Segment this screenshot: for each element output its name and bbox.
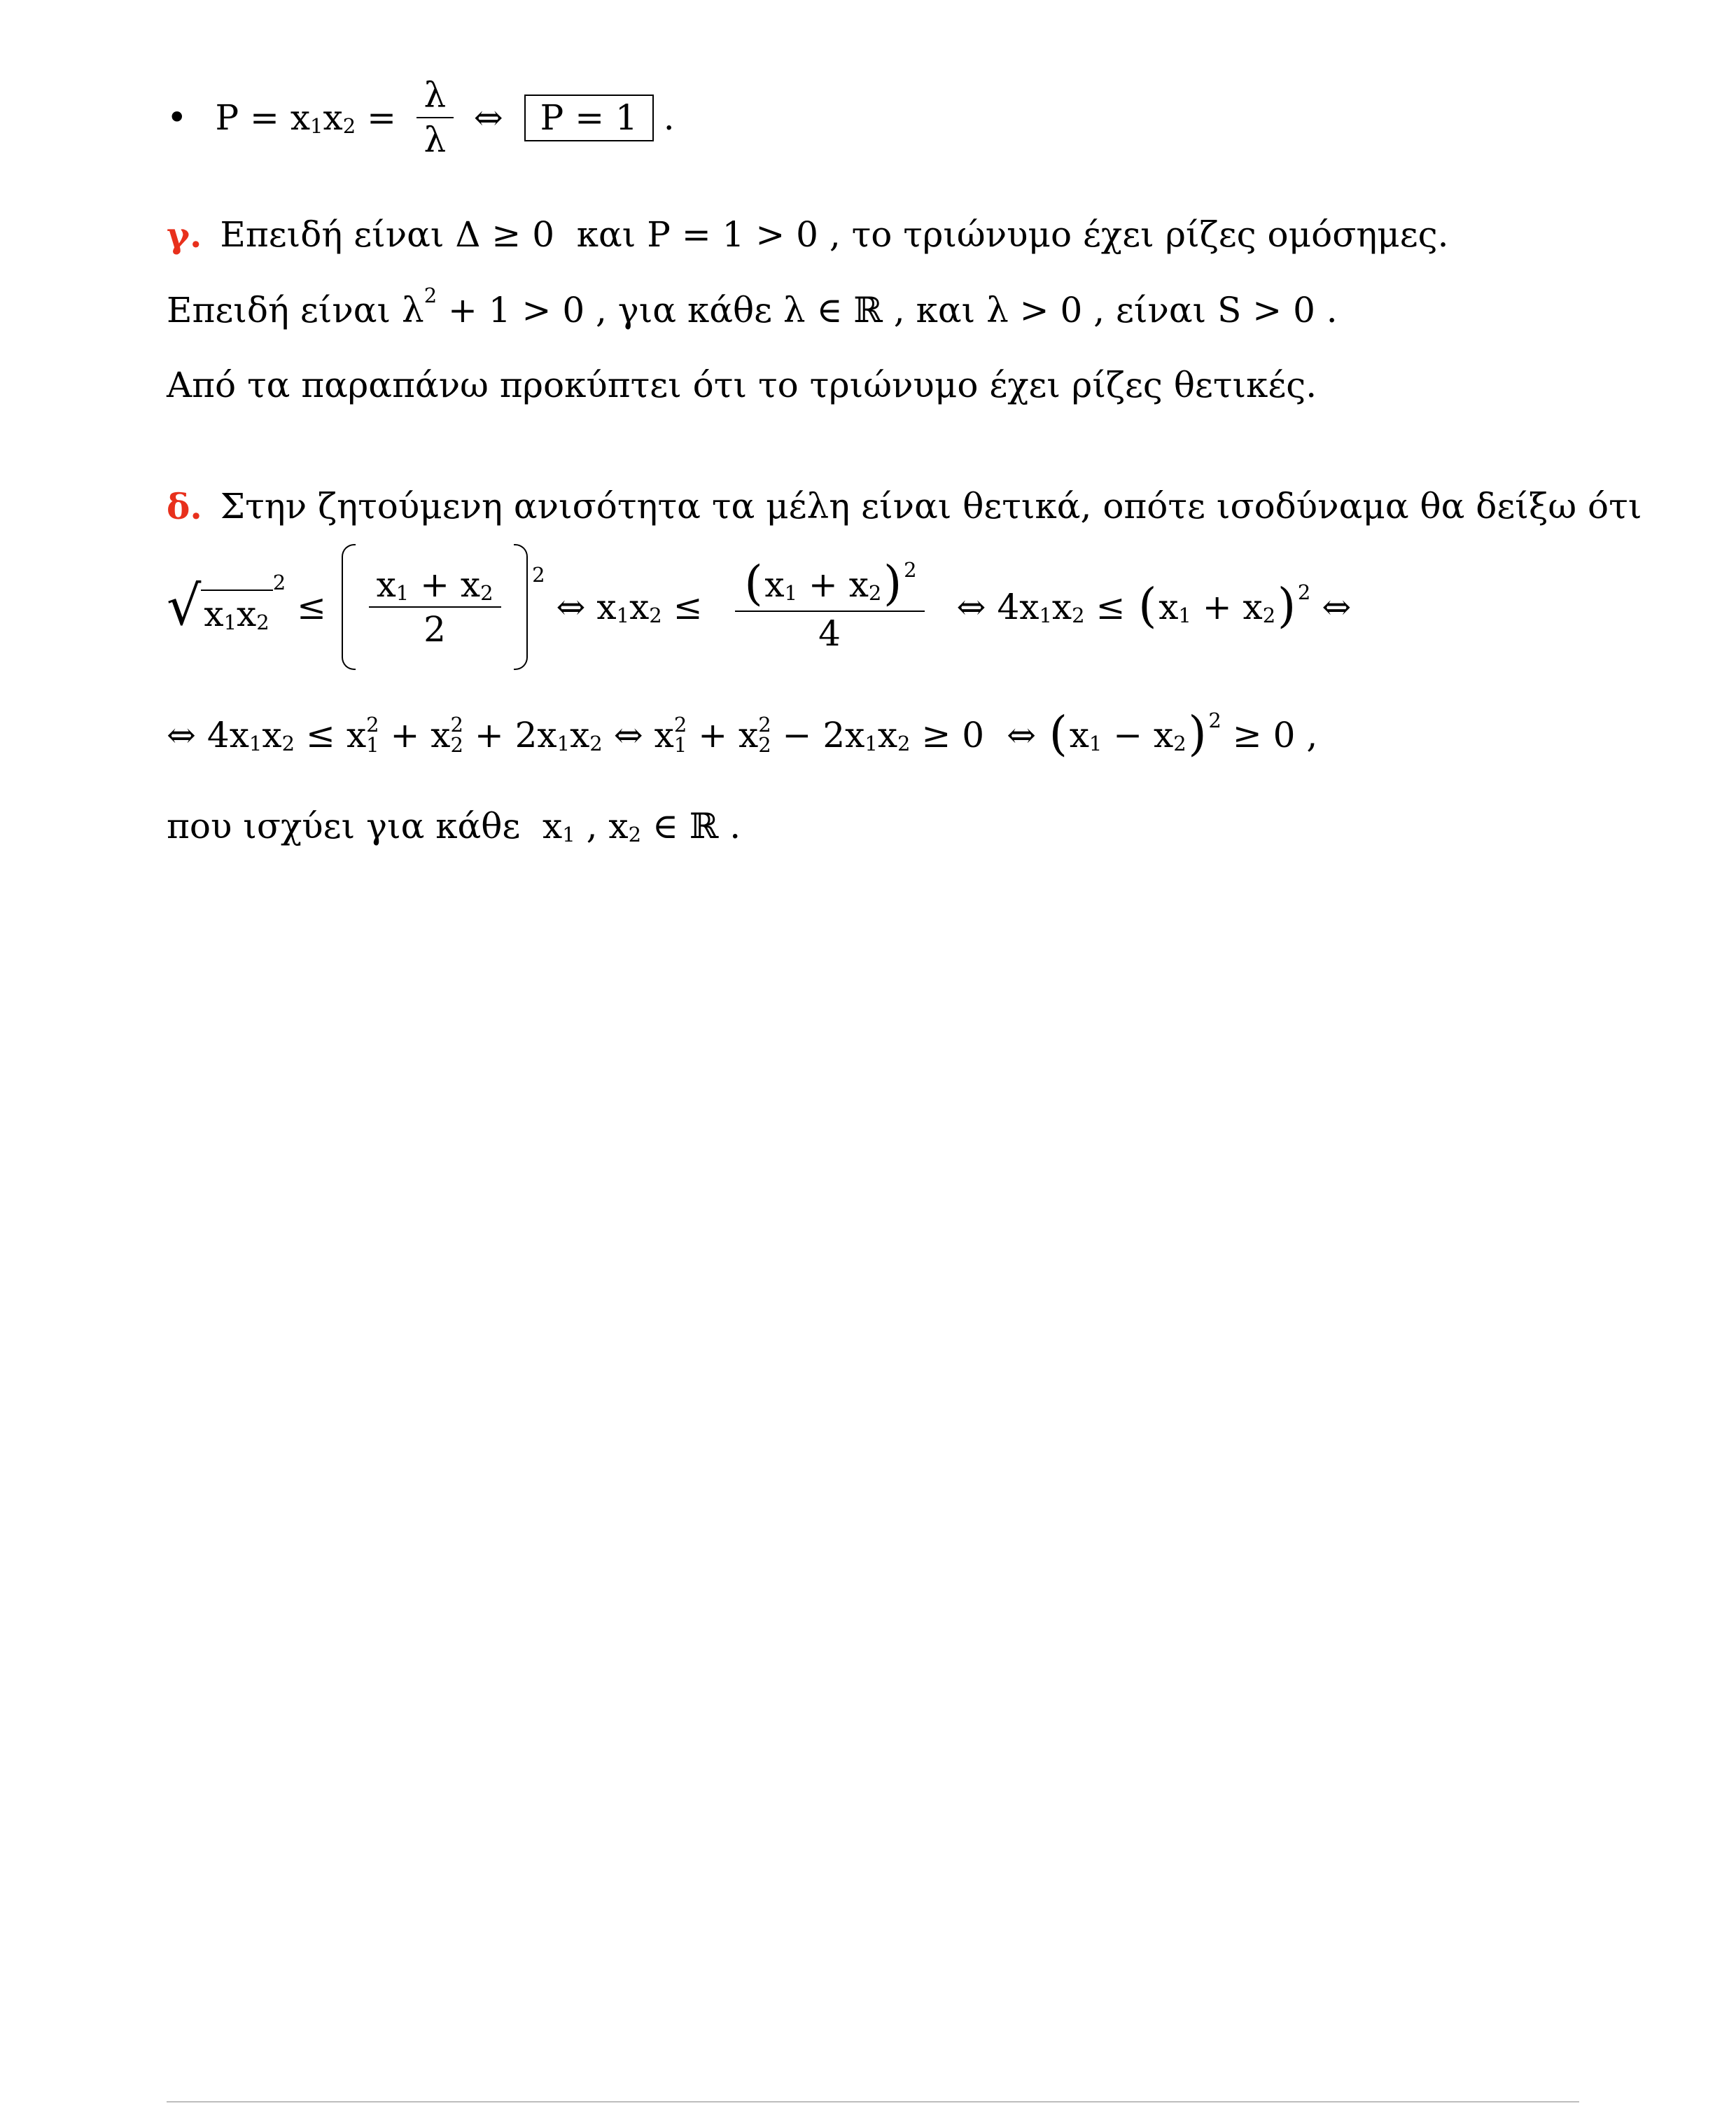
radical-sign: √ [167,575,202,639]
variable: x [1069,715,1089,755]
variable: 4x [997,587,1040,627]
fraction-lambda [416,76,454,160]
iff-symbol: ⇔ [167,715,196,755]
subscript: 1 [784,580,798,605]
section-label-delta: δ. [167,485,202,527]
superscript: 2 [366,713,379,737]
minus-term: − 2x [771,715,865,755]
subscript: 2 [649,604,662,628]
left-paren [342,544,356,670]
fraction-numerator: λ [416,76,454,118]
iff-symbol: ⇔ [1007,715,1036,755]
line2-text-b: + 1 > 0 , για κάθε λ ∈ ℝ , και λ > 0 , είναι S > 0 . [437,290,1338,330]
equation-line-2 [167,700,1329,770]
sup-sub-stack [366,715,379,755]
paragraph-last-line [167,798,741,854]
boxed-result: P = 1 [524,95,654,141]
superscript: 2 [424,284,438,308]
bullet-item-product [167,62,675,174]
variable: x [323,97,343,138]
variable: x [877,715,898,755]
bullet-point: • [167,97,188,138]
subscript: 2 [897,732,911,756]
gamma-text: Επειδή είναι Δ ≥ 0 και P = 1 > 0 , το τριώνυμο έχει ρίζες ομόσημες. [220,214,1449,255]
subscript: 2 [450,733,463,757]
geq-zero: ≥ 0 , [1232,715,1318,755]
iff-symbol: ⇔ [556,587,586,627]
subscript: 1 [310,114,323,139]
subscript: 1 [616,604,630,628]
fraction-denominator: 4 [818,613,841,654]
superscript: 2 [450,713,463,737]
plus-term: + x [797,564,869,605]
leq-symbol: ≤ [297,587,327,627]
paragraph-line-3 [167,361,1317,410]
last-line-text-a: που ισχύει για κάθε x [167,806,563,846]
superscript: 2 [1208,709,1222,733]
left-paren: ( [1049,705,1068,761]
fraction-denominator: λ [424,120,447,160]
superscript: 2 [758,713,771,737]
iff-symbol: ⇔ [956,587,986,627]
subscript: 1 [248,732,262,756]
subscript: 1 [396,580,410,605]
subscript: 1 [673,733,687,757]
period: . [663,97,675,138]
variable: x [204,593,224,634]
fraction-numerator [735,555,925,612]
plus-term: + x [687,715,759,755]
superscript: 2 [272,571,286,595]
superscript: 2 [1297,580,1311,605]
plus-term: + x [1191,587,1263,627]
radicand [201,590,272,634]
sup-sub-stack [674,715,687,755]
subscript: 2 [480,580,493,605]
subscript: 2 [1072,604,1085,628]
plus-term: + 2x [463,715,557,755]
leq-symbol: ≤ [306,715,335,755]
paragraph-line-2 [167,286,1338,335]
fraction-square-over-four [735,555,925,654]
subscript: 2 [342,114,356,139]
subscript: 2 [1173,732,1186,756]
subscript: 2 [256,610,270,634]
leq-symbol: ≤ [673,587,703,627]
variable: x [764,564,785,605]
subscript: 2 [589,732,603,756]
sup-sub-stack [758,715,771,755]
sup-sub-stack [450,715,463,755]
superscript: 2 [532,562,545,587]
subscript: 1 [562,823,575,847]
variable: x [262,715,282,755]
variable: x [629,587,650,627]
subscript: 1 [366,733,379,757]
minus-term: − x [1102,715,1174,755]
variable: x [654,715,674,755]
right-paren: ) [1277,577,1296,633]
product-lhs: P = x [215,97,311,138]
iff-symbol: ⇔ [473,97,503,138]
geq-zero: ≥ 0 [921,715,985,755]
variable: x [346,715,367,755]
variable: x [237,593,257,634]
equals-sign: = [367,97,397,138]
plus-term: + x [409,564,481,605]
right-paren: ) [1188,705,1207,761]
line2-text-a: Επειδή είναι λ [167,290,424,330]
subscript: 1 [223,610,237,634]
right-paren [514,544,528,670]
variable: x [1051,587,1072,627]
subscript: 1 [1178,604,1191,628]
superscript: 2 [904,557,917,582]
variable: x [596,587,617,627]
subscript: 1 [556,732,570,756]
equation-line-1 [167,541,1362,674]
fraction-denominator: 2 [424,609,446,650]
subscript: 2 [758,733,771,757]
right-paren: ) [883,555,902,611]
variable: x [1158,587,1179,627]
line3-text: Από τα παραπάνω προκύπτει ότι το τριώνυμο έχει ρίζες θετικές. [167,365,1317,405]
footer-divider [167,2101,1579,2102]
subscript: 2 [628,823,642,847]
variable: x [376,564,396,605]
paragraph-gamma [167,210,1449,259]
iff-symbol: ⇔ [1322,587,1352,627]
last-line-text-b: , x [575,806,629,846]
subscript: 1 [864,732,878,756]
superscript: 2 [673,713,687,737]
fraction-mean [369,565,501,649]
subscript: 2 [281,732,295,756]
variable: 4x [206,715,249,755]
subscript: 2 [868,580,882,605]
variable: x [570,715,590,755]
fraction-numerator [369,565,501,608]
paragraph-delta [167,482,1642,531]
subscript: 2 [1262,604,1276,628]
delta-text: Στην ζητούμενη ανισότητα τα μέλη είναι θετικά, οπότε ισοδύναμα θα δείξω ότι [220,486,1642,526]
subscript: 1 [1088,732,1102,756]
leq-symbol: ≤ [1096,587,1126,627]
iff-symbol: ⇔ [613,715,643,755]
left-paren: ( [1138,577,1157,633]
last-line-text-c: ∈ ℝ . [641,806,741,846]
section-label-gamma: γ. [167,214,202,256]
left-paren: ( [744,555,763,611]
square-root [167,575,273,639]
subscript: 1 [1039,604,1052,628]
plus-term: + x [379,715,451,755]
